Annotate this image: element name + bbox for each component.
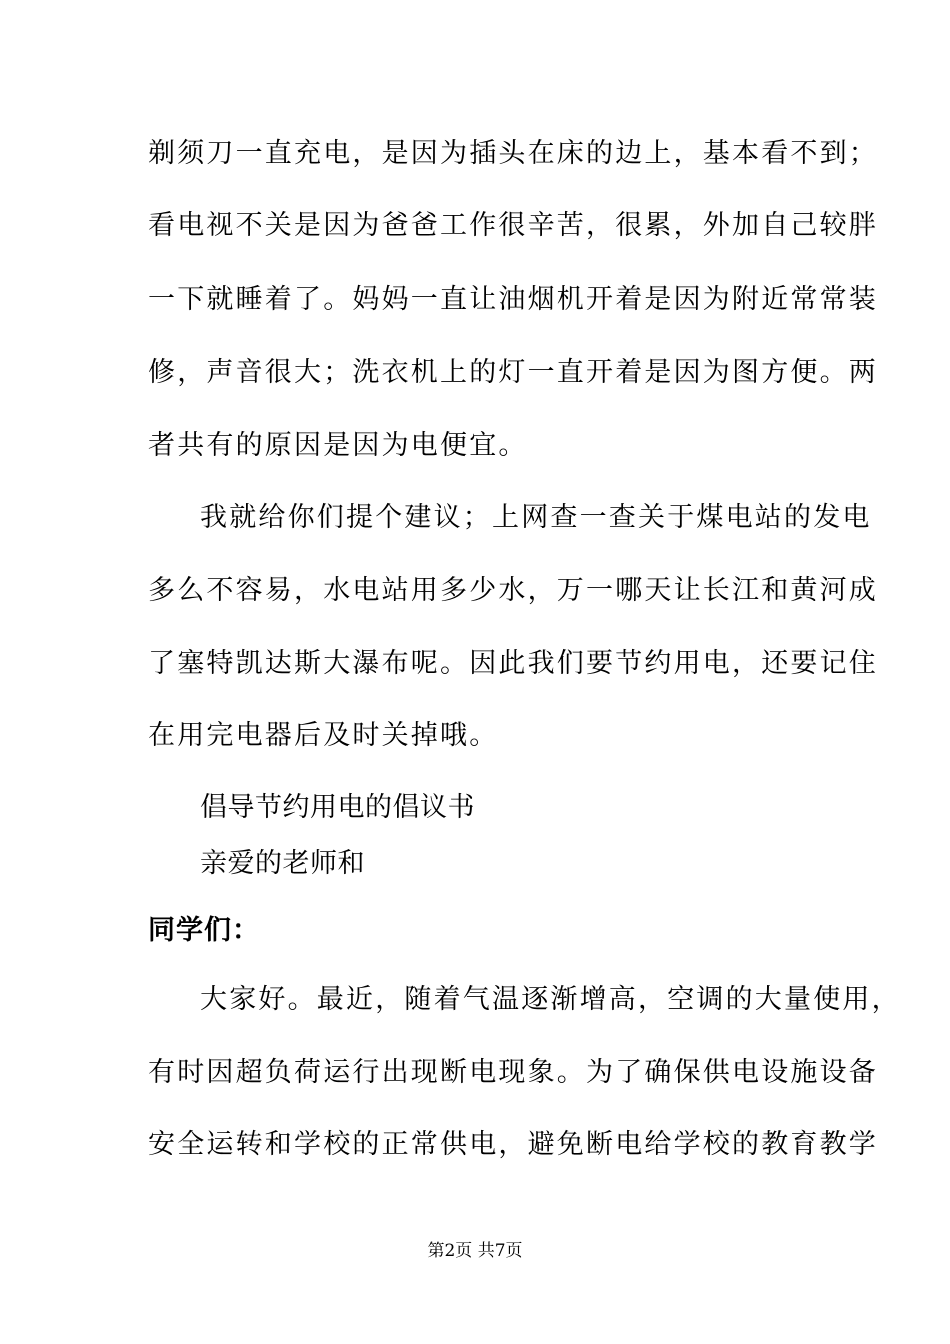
- body-line: 者共有的原因是因为电便宜。: [148, 430, 528, 461]
- body-line: 安全运转和学校的正常供电，避免断电给学校的教育教学: [148, 1129, 878, 1160]
- paragraph-first-line: 我就给你们提个建议；上网查一查关于煤电站的发电: [200, 502, 872, 533]
- body-line: 多么不容易，水电站用多少水，万一哪天让长江和黄河成: [148, 575, 878, 606]
- body-line: 有时因超负荷运行出现断电现象。为了确保供电设施设备: [148, 1057, 878, 1088]
- body-line: 在用完电器后及时关掉哦。: [148, 720, 499, 751]
- body-line: 修，声音很大；洗衣机上的灯一直开着是因为图方便。两: [148, 357, 878, 388]
- body-line: 了塞特凯达斯大瀑布呢。因此我们要节约用电，还要记住: [148, 648, 878, 679]
- body-line: 看电视不关是因为爸爸工作很辛苦，很累，外加自己较胖: [148, 210, 878, 241]
- proposal-title: 倡导节约用电的倡议书: [200, 792, 475, 823]
- page-number-footer: 第2页 共7页: [427, 1241, 523, 1261]
- body-line: 一下就睡着了。妈妈一直让油烟机开着是因为附近常常装: [148, 284, 878, 315]
- salutation-heading: 同学们：: [148, 915, 260, 946]
- paragraph-first-line: 大家好。最近，随着气温逐渐增高，空调的大量使用，: [200, 984, 901, 1015]
- body-line: 剃须刀一直充电，是因为插头在床的边上，基本看不到；: [148, 138, 878, 169]
- salutation-line: 亲爱的老师和: [200, 848, 365, 879]
